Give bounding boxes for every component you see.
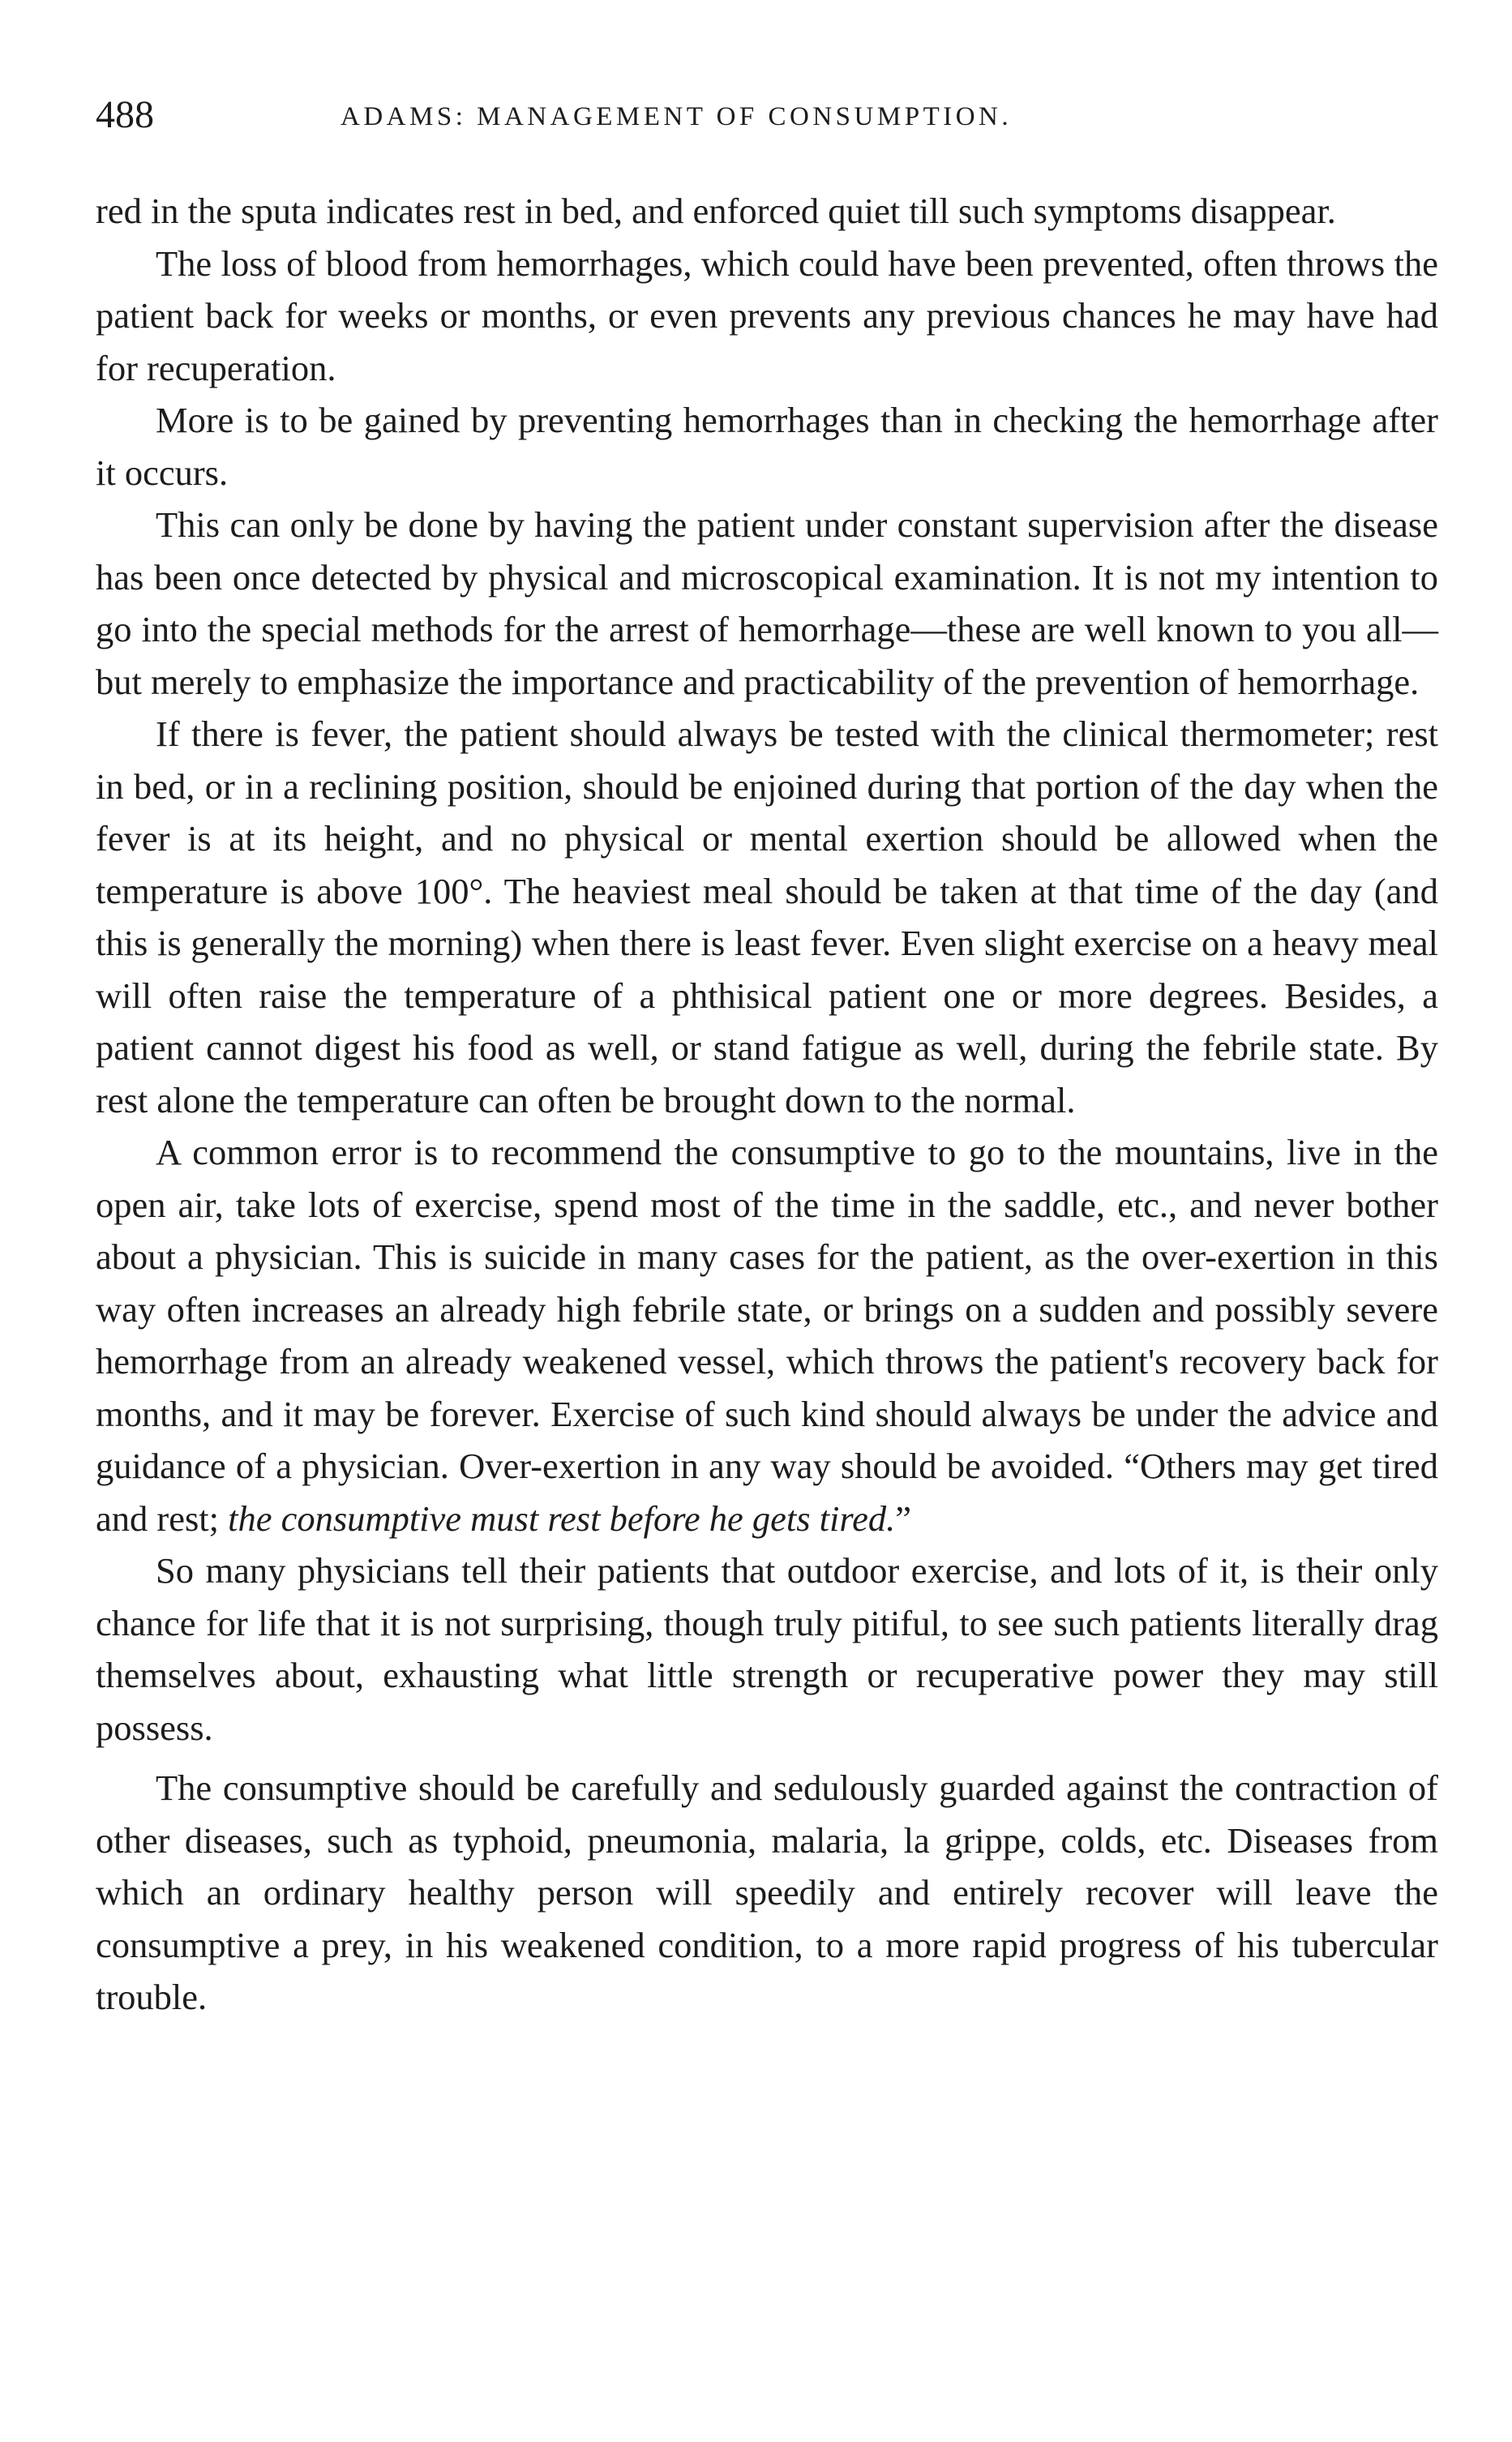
italic-quote: the consumptive must rest before he gets tired. <box>228 1497 896 1539</box>
body-text <box>96 185 1438 2024</box>
page-number: 488 <box>96 93 154 136</box>
paragraph-text: A common error is to recommend the consumptive to go to the mountains, live in the open air, take lots of exercise, spend most of the time in the saddle, etc., and never bother about a physician. This is suicide in many cases for the patient, as the over-exertion in this way often increases an already high febrile state, or brings on a sudden and possibly severe hemorrhage from an already weakened vessel, which throws the patient's recovery back for months, and it may be forever. Exercise of such kind should always be under the advice and guidance of a physician. Over-exertion in any way should be avoided. “Others may get tired and rest; <box>96 1132 1438 1539</box>
paragraph: More is to be gained by preventing hemorrhages than in checking the hemorrhage after it occurs. <box>96 400 1438 493</box>
closing-quote: ” <box>895 1497 911 1539</box>
paragraph: If there is fever, the patient should always be tested with the clinical thermometer; rest in bed, or in a reclining position, should be enjoined during that portion of the day when the fever is at its height, and no physical or mental exertion should be allowed when the temperature is above 100°. The heaviest meal should be taken at that time of the day (and this is generally the morning) when there is least fever. Even slight exercise on a heavy meal will often raise the temperature of a phthisical patient one or more degrees. Besides, a patient cannot digest his food as well, or stand fatigue as well, during the febrile state. By rest alone the temperature can often be brought down to the normal. <box>96 713 1438 1120</box>
running-title: ADAMS: MANAGEMENT OF CONSUMPTION. <box>341 102 1013 131</box>
paragraph <box>96 1126 1438 1544</box>
paragraph: So many physicians tell their patients that outdoor exercise, and lots of it, is their only chance for life that it is not surprising, though truly pitiful, to see such patients literally drag themselves about, exhausting what little strength or recuperative power they may still possess. <box>96 1550 1438 1748</box>
paragraph-continuation: red in the sputa indicates rest in bed, and enforced quiet till such symptoms disappear. <box>96 191 1336 231</box>
paragraph: The loss of blood from hemorrhages, which could have been prevented, often throws the patient back for weeks or months, or even prevents any previous chances he may have had for recuperation. <box>96 242 1438 388</box>
running-head <box>96 91 1438 139</box>
book-page <box>96 91 1438 2024</box>
paragraph: The consumptive should be carefully and sedulously guarded against the contraction of other diseases, such as typhoid, pneumonia, malaria, la grippe, colds, etc. Diseases from which an ordinary healthy person will speedily and entirely recover will leave the consumptive a prey, in his weakened condition, to a more rapid progress of his tubercular trouble. <box>96 1767 1438 2017</box>
paragraph: This can only be done by having the patient under constant supervision after the disease has been once detected by physical and microscopical examination. It is not my intention to go into the special methods for the arrest of hemorrhage—these are well known to you all—but merely to emphasize the importance and practicability of the prevention of hemorrhage. <box>96 504 1438 702</box>
